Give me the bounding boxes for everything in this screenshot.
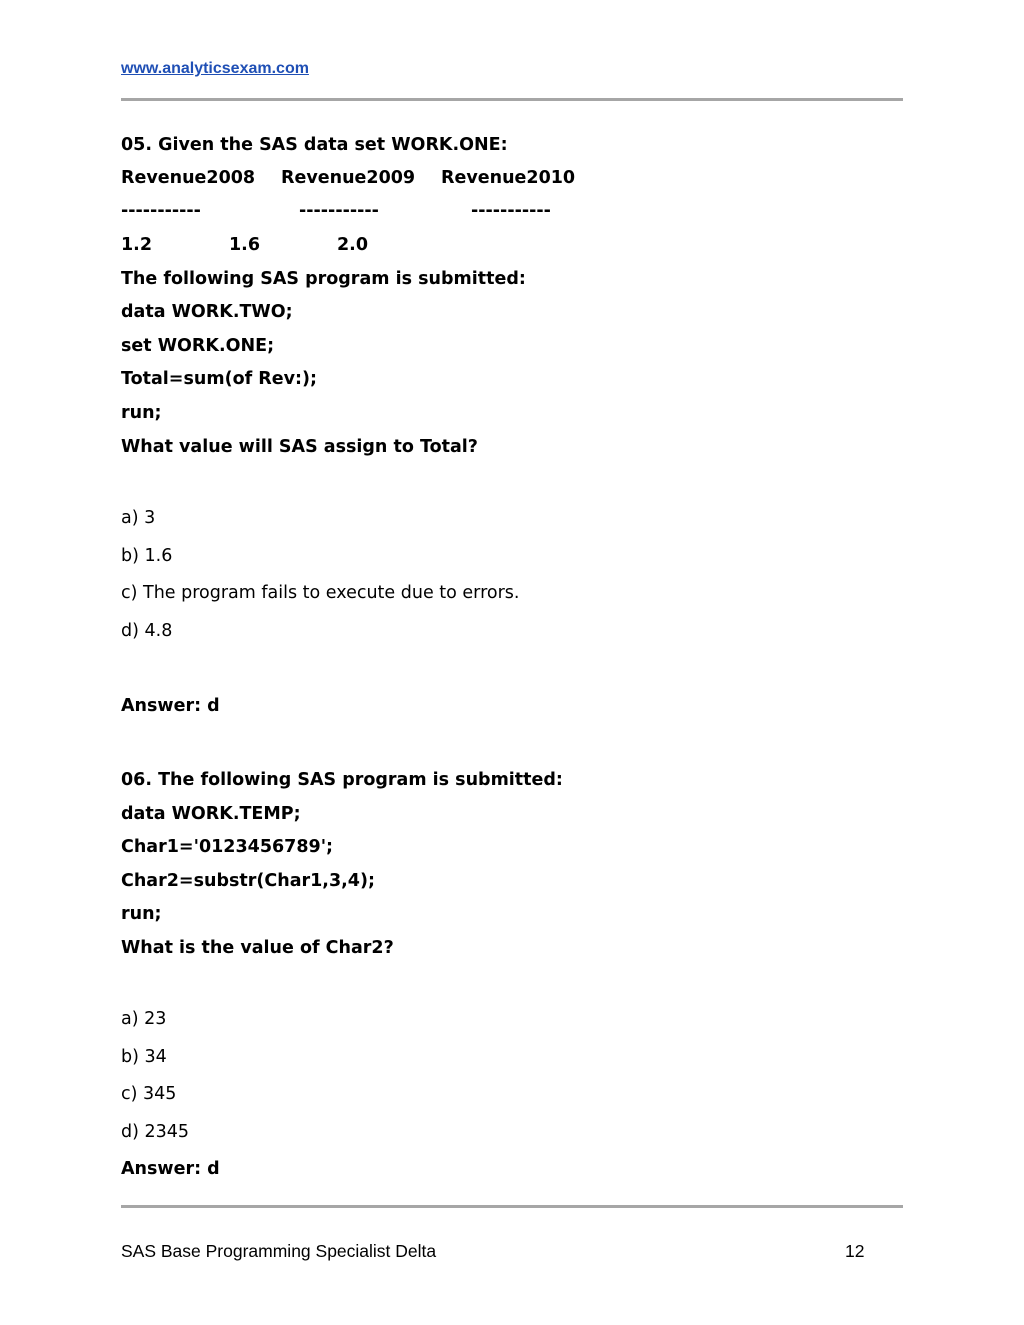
question-05-code-line: run; [121,403,162,423]
question-06-option-d: d) 2345 [121,1122,190,1142]
page-number: 12 [845,1241,865,1261]
revenue-table-dash-row [121,200,821,222]
table-value-cell: 1.2 [121,235,153,255]
question-06-code-line: run; [121,904,162,924]
table-dash-cell: ----------- [121,201,201,221]
table-dash-cell: ----------- [299,201,379,221]
revenue-table-header-row [121,167,821,189]
revenue-table-value-row [121,234,821,256]
question-05-prompt: What value will SAS assign to Total? [121,437,478,457]
question-05-option-c: c) The program fails to execute due to errors. [121,583,520,603]
table-value-cell: 1.6 [229,235,261,255]
header-divider [121,98,903,101]
question-06-code-line: data WORK.TEMP; [121,804,301,824]
question-06-answer: Answer: d [121,1159,220,1179]
question-05-code-line: data WORK.TWO; [121,302,293,322]
question-05-line: The following SAS program is submitted: [121,269,526,289]
footer-title: SAS Base Programming Specialist Delta [121,1241,437,1261]
table-dash-cell: ----------- [471,201,551,221]
table-header-cell: Revenue2009 [281,168,416,188]
question-06-code-line: Char2=substr(Char1,3,4); [121,871,375,891]
header-link[interactable]: www.analyticsexam.com [121,60,309,77]
question-05-option-d: d) 4.8 [121,621,173,641]
question-06-option-b: b) 34 [121,1047,167,1067]
question-05-title: 05. Given the SAS data set WORK.ONE: [121,135,508,155]
footer-divider [121,1205,903,1208]
question-05-option-b: b) 1.6 [121,546,173,566]
question-05-code-line: set WORK.ONE; [121,336,275,356]
table-header-cell: Revenue2008 [121,168,256,188]
question-06-prompt: What is the value of Char2? [121,938,394,958]
question-06-title: 06. The following SAS program is submitted: [121,770,563,790]
question-06-option-a: a) 23 [121,1009,167,1029]
table-value-cell: 2.0 [337,235,369,255]
question-05-option-a: a) 3 [121,508,156,528]
table-header-cell: Revenue2010 [441,168,576,188]
question-06-code-line: Char1='0123456789'; [121,837,334,857]
question-06-option-c: c) 345 [121,1084,177,1104]
question-05-code-line: Total=sum(of Rev:); [121,369,318,389]
question-05-answer: Answer: d [121,696,220,716]
